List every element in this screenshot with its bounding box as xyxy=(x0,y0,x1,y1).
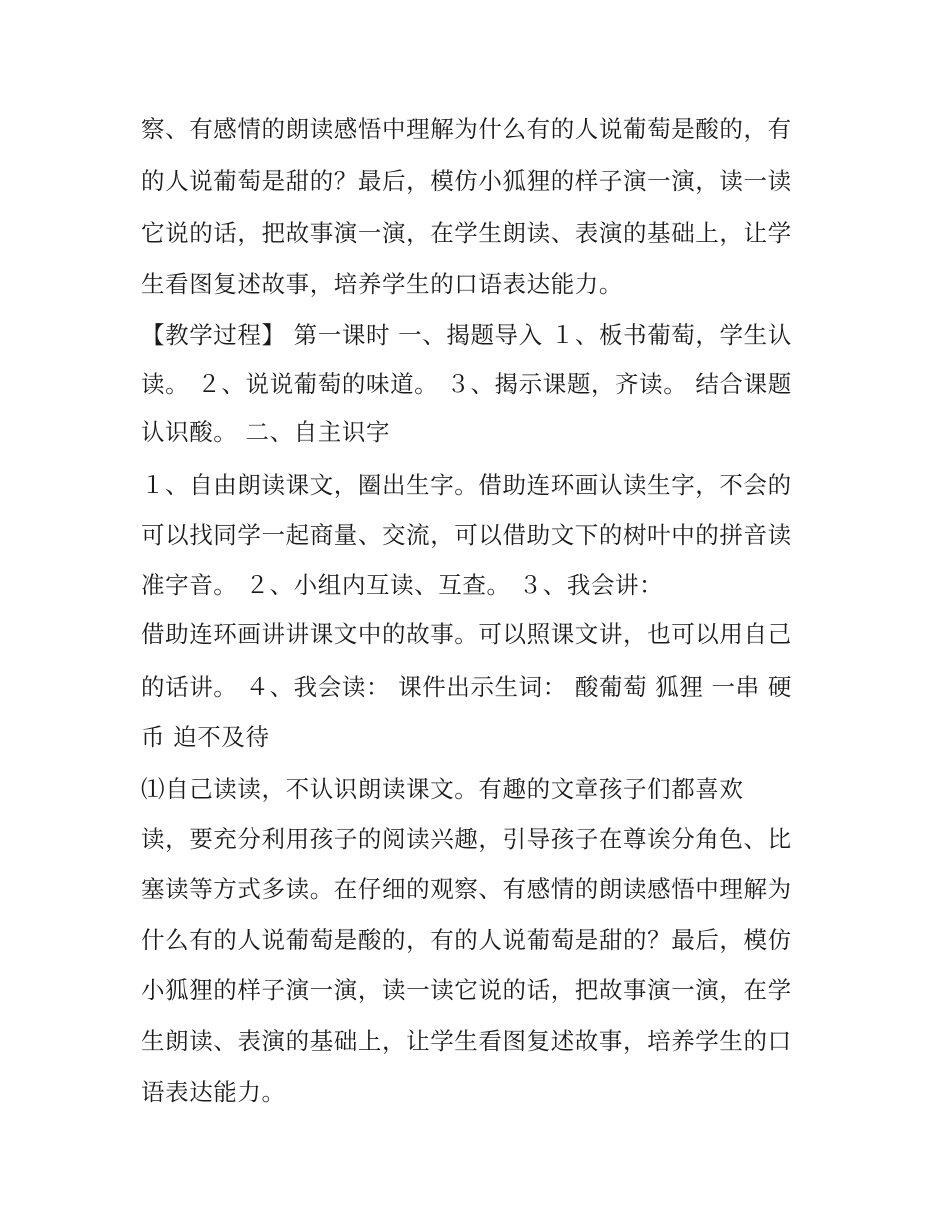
text-line-18: 小狐狸的样子演一演，读一读它说的话，把故事演一演，在学 xyxy=(141,976,792,1004)
text-line-6: 读。 ２、说说葡萄的味道。 ３、揭示课题，齐读。 结合课题 xyxy=(141,370,792,398)
text-line-19: 生朗读、表演的基础上，让学生看图复述故事，培养学生的口 xyxy=(141,1027,792,1055)
text-line-2: 的人说葡萄是甜的？最后，模仿小狐狸的样子演一演，读一读 xyxy=(141,167,792,195)
text-line-7: 认识酸。 二、自主识字 xyxy=(141,418,391,446)
text-line-16: 塞读等方式多读。在仔细的观察、有感情的朗读感悟中理解为 xyxy=(141,875,792,903)
text-line-5: 【教学过程】 第一课时 一、揭题导入 １、板书葡萄，学生认 xyxy=(141,321,792,349)
text-line-3: 它说的话，把故事演一演，在学生朗读、表演的基础上，让学 xyxy=(141,219,792,247)
text-line-11: 借助连环画讲讲课文中的故事。可以照课文讲，也可以用自己 xyxy=(141,620,792,648)
text-line-12: 的话讲。 ４、我会读： 课件出示生词： 酸葡萄 狐狸 一串 硬 xyxy=(141,673,792,701)
text-line-1: 察、有感情的朗读感悟中理解为什么有的人说葡萄是酸的，有 xyxy=(141,115,792,143)
text-line-14: ⑴自己读读，不认识朗读课文。有趣的文章孩子们都喜欢 xyxy=(141,775,744,803)
text-line-4: 生看图复述故事，培养学生的口语表达能力。 xyxy=(141,270,623,298)
text-line-13: 币 迫不及待 xyxy=(141,723,270,751)
text-line-17: 什么有的人说葡萄是酸的，有的人说葡萄是甜的？最后，模仿 xyxy=(141,926,792,954)
text-line-15: 读，要充分利用孩子的阅读兴趣，引导孩子在尊诶分角色、比 xyxy=(141,825,792,853)
text-line-20: 语表达能力。 xyxy=(141,1078,286,1106)
text-line-10: 准字音。 ２、小组内互读、互查。 ３、我会讲： xyxy=(141,571,664,599)
text-line-8: １、自由朗读课文，圈出生字。借助连环画认读生字，不会的 xyxy=(141,471,792,499)
text-line-9: 可以找同学一起商量、交流，可以借助文下的树叶中的拼音读 xyxy=(141,521,792,549)
